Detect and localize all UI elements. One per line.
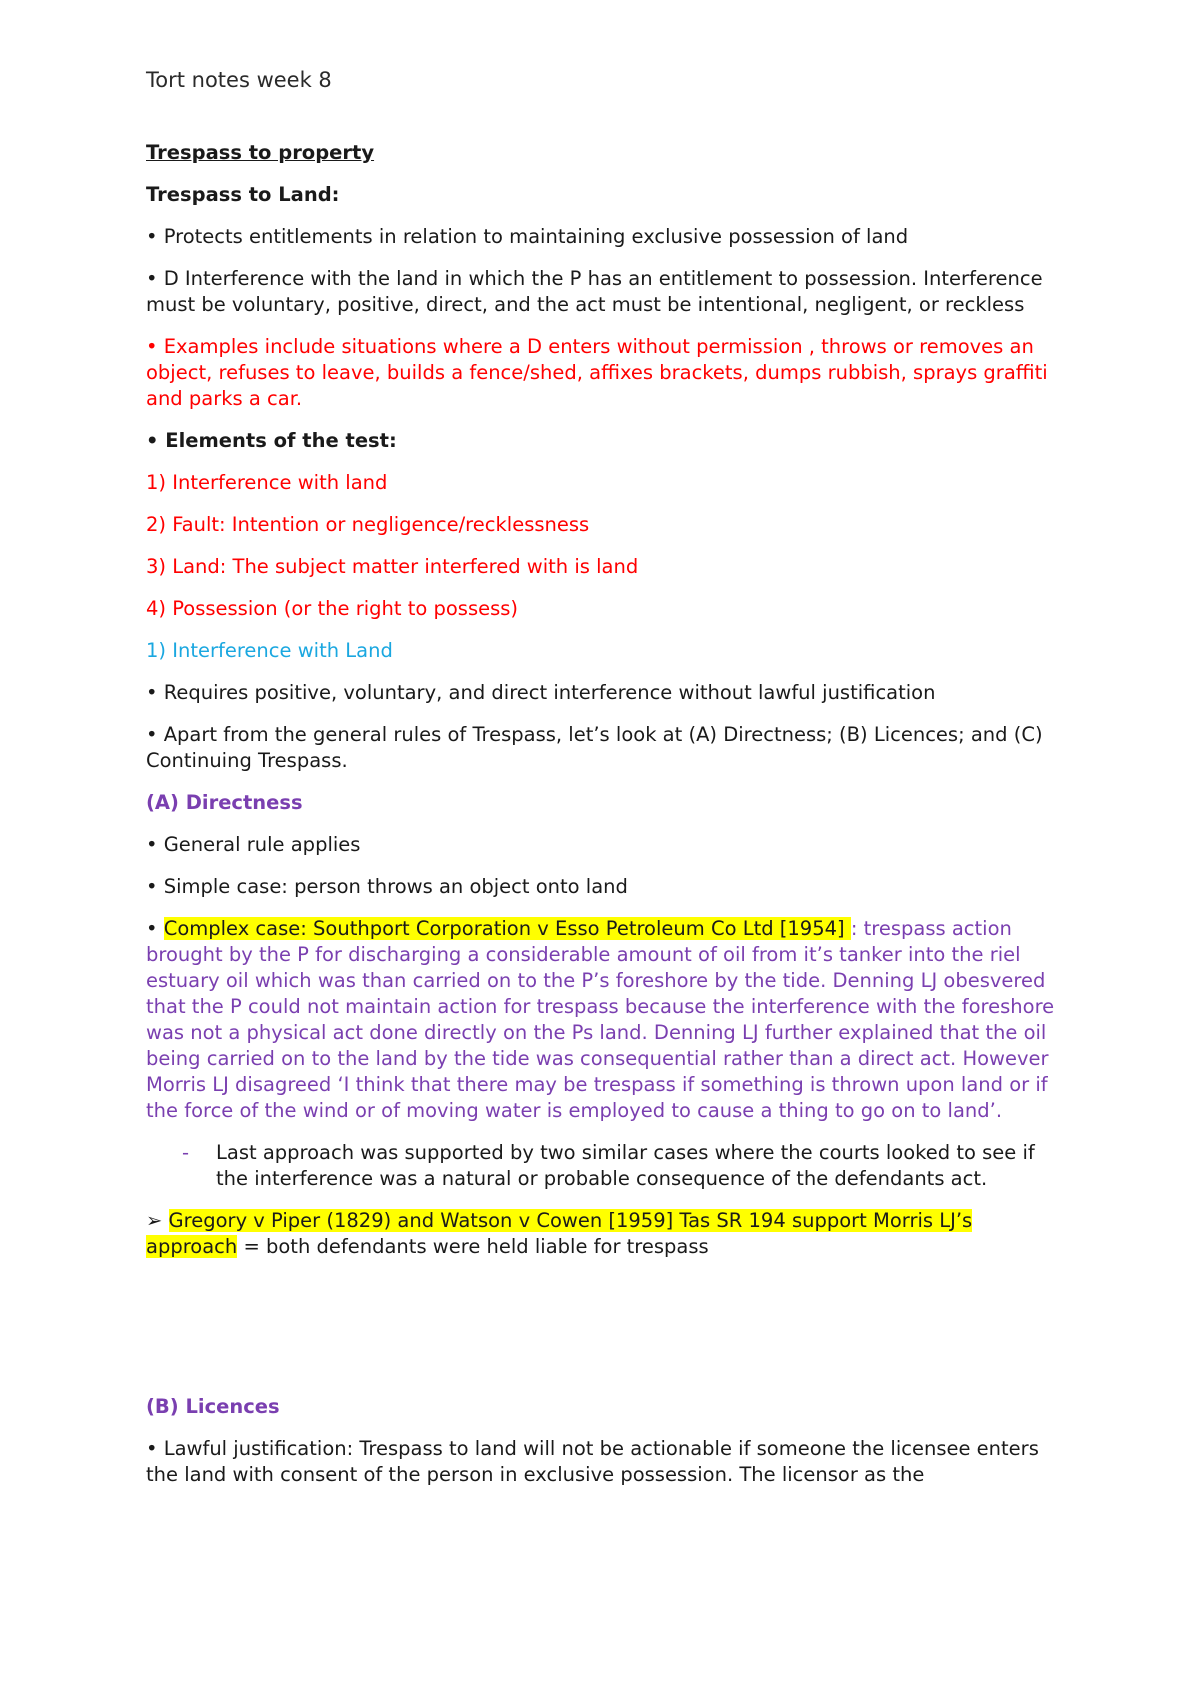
element-item-1: 1) Interference with land xyxy=(146,471,388,494)
element-item-3: 3) Land: The subject matter interfered with is land xyxy=(146,555,639,578)
element-item-2: 2) Fault: Intention or negligence/recklessness xyxy=(146,513,590,536)
arrow-marker: ➢ xyxy=(146,1209,169,1232)
blank-space xyxy=(146,1276,1066,1394)
arrow-text: = both defendants were held liable for trespass xyxy=(237,1235,709,1258)
dash-item-text: Last approach was supported by two similar cases where the courts looked to see if the interference was a natural or probable consequence of the defendants act. xyxy=(216,1141,1035,1190)
section1-heading: 1) Interference with Land xyxy=(146,639,393,662)
dash-marker: - xyxy=(182,1141,190,1164)
directness-bullet-simple: • Simple case: person throws an object onto land xyxy=(146,875,628,898)
arrow-highlight: Gregory v Piper (1829) and Watson v Cowen [1959] Tas SR 194 support Morris LJ’s approach xyxy=(146,1209,973,1258)
bullet-interference: • D Interference with the land in which the P has an entitlement to possession. Interference must be voluntary, positive, direct, and the act must be intentional, negligent, or reckless xyxy=(146,267,1043,316)
licences-bullet: • Lawful justification: Trespass to land will not be actionable if someone the licensee enters the land with consent of the person in exclusive possession. The licensor as the xyxy=(146,1437,1039,1486)
subsection-title: Trespass to Land: xyxy=(146,183,340,206)
bullet-protects: • Protects entitlements in relation to maintaining exclusive possession of land xyxy=(146,225,909,248)
section1-bullet-apart: • Apart from the general rules of Trespass, let’s look at (A) Directness; (B) Licences; and (C) Continuing Trespass. xyxy=(146,723,1043,772)
elements-heading: • Elements of the test: xyxy=(146,429,397,452)
dash-item xyxy=(182,1140,1066,1192)
element-item-4: 4) Possession (or the right to possess) xyxy=(146,597,519,620)
arrow-item xyxy=(146,1208,1066,1260)
document-body xyxy=(146,140,1066,1504)
bullet-examples: • Examples include situations where a D enters without permission , throws or removes an object, refuses to leave, builds a fence/shed, affixes brackets, dumps rubbish, sprays graffiti and parks a car. xyxy=(146,335,1048,410)
section1-bullet-requires: • Requires positive, voluntary, and direct interference without lawful justification xyxy=(146,681,936,704)
directness-heading: (A) Directness xyxy=(146,791,303,814)
section-title: Trespass to property xyxy=(146,141,375,164)
licences-heading: (B) Licences xyxy=(146,1395,280,1418)
document-header: Tort notes week 8 xyxy=(146,68,332,92)
complex-prefix: • xyxy=(146,917,164,940)
complex-case-highlight: Complex case: Southport Corporation v Esso Petroleum Co Ltd [1954] xyxy=(163,917,851,940)
complex-case-text: : trespass action brought by the P for discharging a considerable amount of oil from it’s tanker into the riel estuary oil which was than carried on to the P’s foreshore by the tide. Denning LJ obesvered that the P could not maintain action for trespass because the interference with the foreshore was not a physical act done directly on the Ps land. Denning LJ further explained that the oil being carried on to the land by the tide was consequential rather than a direct act. However Morris LJ disagreed ‘I think that there may be trespass if something is thrown upon land or if the force of the wind or of moving water is employed to cause a thing to go on to land’. xyxy=(146,917,1055,1122)
directness-complex-case xyxy=(146,916,1066,1124)
directness-bullet-general: • General rule applies xyxy=(146,833,361,856)
